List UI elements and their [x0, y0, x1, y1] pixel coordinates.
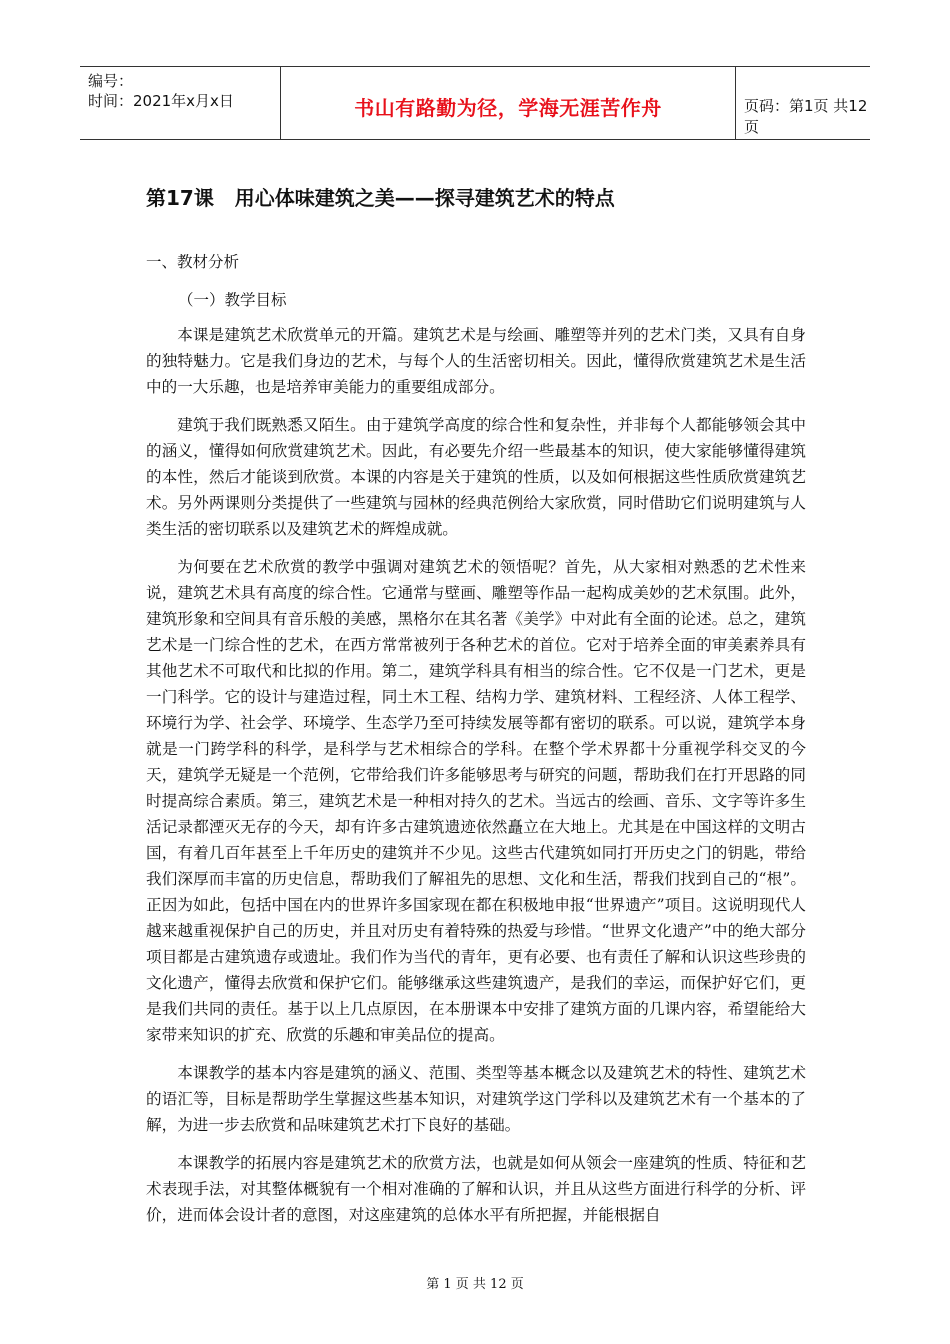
page-header [80, 66, 870, 140]
header-motto-cell [280, 67, 736, 139]
document-title: 第17课 用心体味建筑之美——探寻建筑艺术的特点 [146, 186, 615, 210]
body-paragraph: 本课是建筑艺术欣赏单元的开篇。建筑艺术是与绘画、雕塑等并列的艺术门类，又具有自身的独特魅力。它是我们身边的艺术，与每个人的生活密切相关。因此，懂得欣赏建筑艺术是生活中的一大乐趣，也是培养审美能力的重要组成部分。 [146, 326, 806, 396]
header-left-cell [80, 67, 280, 139]
document-number-label: 编号： [88, 72, 134, 90]
document-body [146, 322, 806, 1240]
body-paragraph: 本课教学的拓展内容是建筑艺术的欣赏方法，也就是如何从领会一座建筑的性质、特征和艺术表现手法，对其整体概貌有一个相对准确的了解和认识，并且从这些方面进行科学的分析、评价，进而体会设计者的意图，对这座建筑的总体水平有所把握，并能根据自 [146, 1154, 806, 1224]
page-footer: 第 1 页 共 12 页 [426, 1277, 524, 1292]
header-motto: 书山有路勤为径，学海无涯苦作舟 [354, 96, 662, 120]
section-heading: 一、教材分析 [146, 253, 240, 271]
body-paragraph: 本课教学的基本内容是建筑的涵义、范围、类型等基本概念以及建筑艺术的特性、建筑艺术的语汇等，目标是帮助学生掌握这些基本知识，对建筑学这门学科以及建筑艺术有一个基本的了解，为进一步去欣赏和品味建筑艺术打下良好的基础。 [146, 1064, 806, 1134]
header-page-info: 页码：第1页 共12页 [744, 97, 868, 136]
body-paragraph: 建筑于我们既熟悉又陌生。由于建筑学高度的综合性和复杂性，并非每个人都能够领会其中的涵义，懂得如何欣赏建筑艺术。因此，有必要先介绍一些最基本的知识，使大家能够懂得建筑的本性，然后才能谈到欣赏。本课的内容是关于建筑的性质，以及如何根据这些性质欣赏建筑艺术。另外两课则分类提供了一些建筑与园林的经典范例给大家欣赏，同时借助它们说明建筑与人类生活的密切联系以及建筑艺术的辉煌成就。 [146, 416, 806, 538]
document-time-label: 时间：2021年x月x日 [88, 92, 234, 110]
body-paragraph: 为何要在艺术欣赏的教学中强调对建筑艺术的领悟呢？首先，从大家相对熟悉的艺术性来说，建筑艺术具有高度的综合性。它通常与壁画、雕塑等作品一起构成美妙的艺术氛围。此外，建筑形象和空间具有音乐般的美感，黑格尔在其名著《美学》中对此有全面的论述。总之，建筑艺术是一门综合性的艺术，在西方常常被列于各种艺术的首位。它对于培养全面的审美素养具有其他艺术不可取代和比拟的作用。第二，建筑学科具有相当的综合性。它不仅是一门艺术，更是一门科学。它的设计与建造过程，同土木工程、结构力学、建筑材料、工程经济、人体工程学、环境行为学、社会学、环境学、生态学乃至可持续发展等都有密切的联系。可以说，建筑学本身就是一门跨学科的科学，是科学与艺术相综合的学科。在整个学术界都十分重视学科交叉的今天，建筑学无疑是一个范例，它带给我们许多能够思考与研究的问题，帮助我们在打开思路的同时提高综合素质。第三，建筑艺术是一种相对持久的艺术。当远古的绘画、音乐、文字等许多生活记录都湮灭无存的今天，却有许多古建筑遗迹依然矗立在大地上。尤其是在中国这样的文明古国，有着几百年甚至上千年历史的建筑并不少见。这些古代建筑如同打开历史之门的钥匙，带给我们深厚而丰富的历史信息，帮助我们了解祖先的思想、文化和生活，帮我们找到自己的“根”。正因为如此，包括中国在内的世界许多国家现在都在积极地申报“世界遗产”项目。这说明现代人越来越重视保护自己的历史，并且对历史有着特殊的热爱与珍惜。“世界文化遗产”中的绝大部分项目都是古建筑遗存或遗址。我们作为当代的青年，更有必要、也有责任了解和认识这些珍贵的文化遗产，懂得去欣赏和保护它们。能够继承这些建筑遗产，是我们的幸运，而保护好它们，更是我们共同的责任。基于以上几点原因，在本册课本中安排了建筑方面的几课内容，希望能给大家带来知识的扩充、欣赏的乐趣和审美品位的提高。 [146, 558, 806, 1044]
subsection-heading: （一）教学目标 [178, 291, 287, 309]
